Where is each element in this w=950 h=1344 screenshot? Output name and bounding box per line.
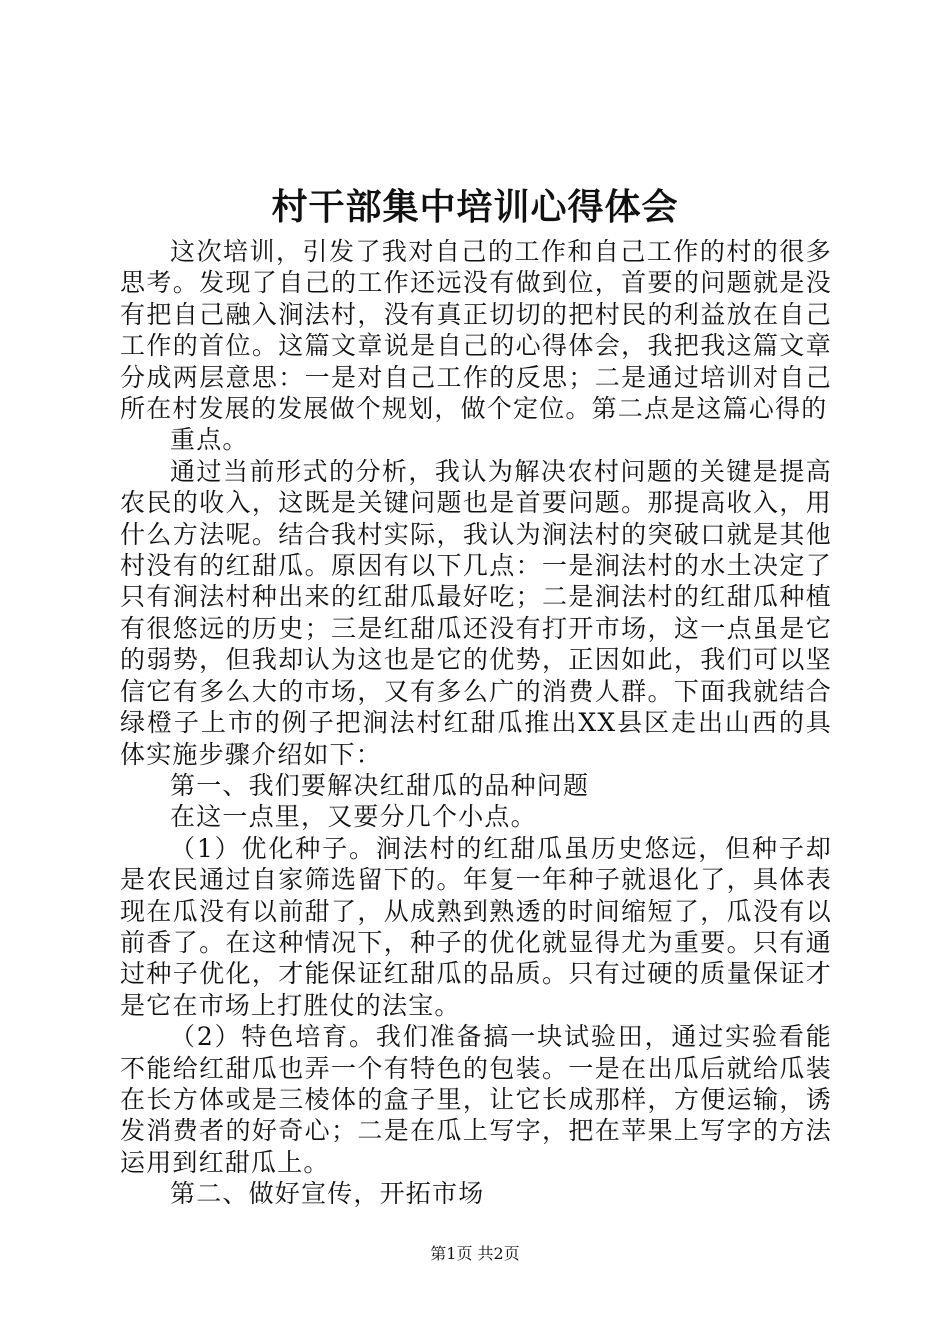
section-heading-variety: 第一、我们要解决红甜瓜的品种问题 — [170, 770, 590, 800]
paragraph-seed-optimization: （1）优化种子。涧法村的红甜瓜虽历史悠远，但种子却是农民通过自家筛选留下的。年复一年种子就退化了，具体表现在瓜没有以前甜了，从成熟到熟透的时间缩短了，瓜没有以前香了。在这种情况下，种子的优化就显得尤为重要。只有通过种子优化，才能保证红甜瓜的品质。只有过硬的质量保证才是它在市场上打胜仗的法宝。 — [120, 833, 832, 1020]
paragraph-special-cultivation: （2）特色培育。我们准备搞一块试验田，通过实验看能不能给红甜瓜也弄一个有特色的包装。一是在出瓜后就给瓜装在长方体或是三棱体的盒子里，让它长成那样，方便运输，诱发消费者的好奇心；二是在瓜上写字，把在苹果上写字的方法运用到红甜瓜上。 — [120, 1022, 832, 1177]
section-heading-promotion: 第二、做好宣传，开拓市场 — [170, 1179, 485, 1209]
paragraph-analysis: 通过当前形式的分析，我认为解决农村问题的关键是提高农民的收入，这既是关键问题也是首要问题。那提高收入，用什么方法呢。结合我村实际，我认为涧法村的突破口就是其他村没有的红甜瓜。原因有以下几点：一是涧法村的水土决定了只有涧法村种出来的红甜瓜最好吃；二是涧法村的红甜瓜种植有很悠远的历史；三是红甜瓜还没有打开市场，这一点虽是它的弱势，但我却认为这也是它的优势，正因如此，我们可以坚信它有多么大的市场，又有多么广的消费人群。下面我就结合绿橙子上市的例子把涧法村红甜瓜推出XX县区走出山西的具体实施步骤介绍如下： — [120, 456, 832, 769]
page-footer: 第1页 共2页 — [430, 1244, 520, 1263]
paragraph-subpoints-intro: 在这一点里，又要分几个小点。 — [170, 802, 537, 832]
paragraph-intro-tail: 重点。 — [170, 425, 249, 455]
document-title: 村干部集中培训心得体会 — [271, 186, 679, 228]
paragraph-intro: 这次培训，引发了我对自己的工作和自己工作的村的很多思考。发现了自己的工作还远没有做到位，首要的问题就是没有把自己融入涧法村，没有真正切切的把村民的利益放在自己工作的首位。这篇文章说是自己的心得体会，我把我这篇文章分成两层意思：一是对自己工作的反思；二是通过培训对自己所在村发展的发展做个规划，做个定位。第二点是这篇心得的 — [120, 237, 832, 424]
document-body — [120, 236, 832, 1210]
